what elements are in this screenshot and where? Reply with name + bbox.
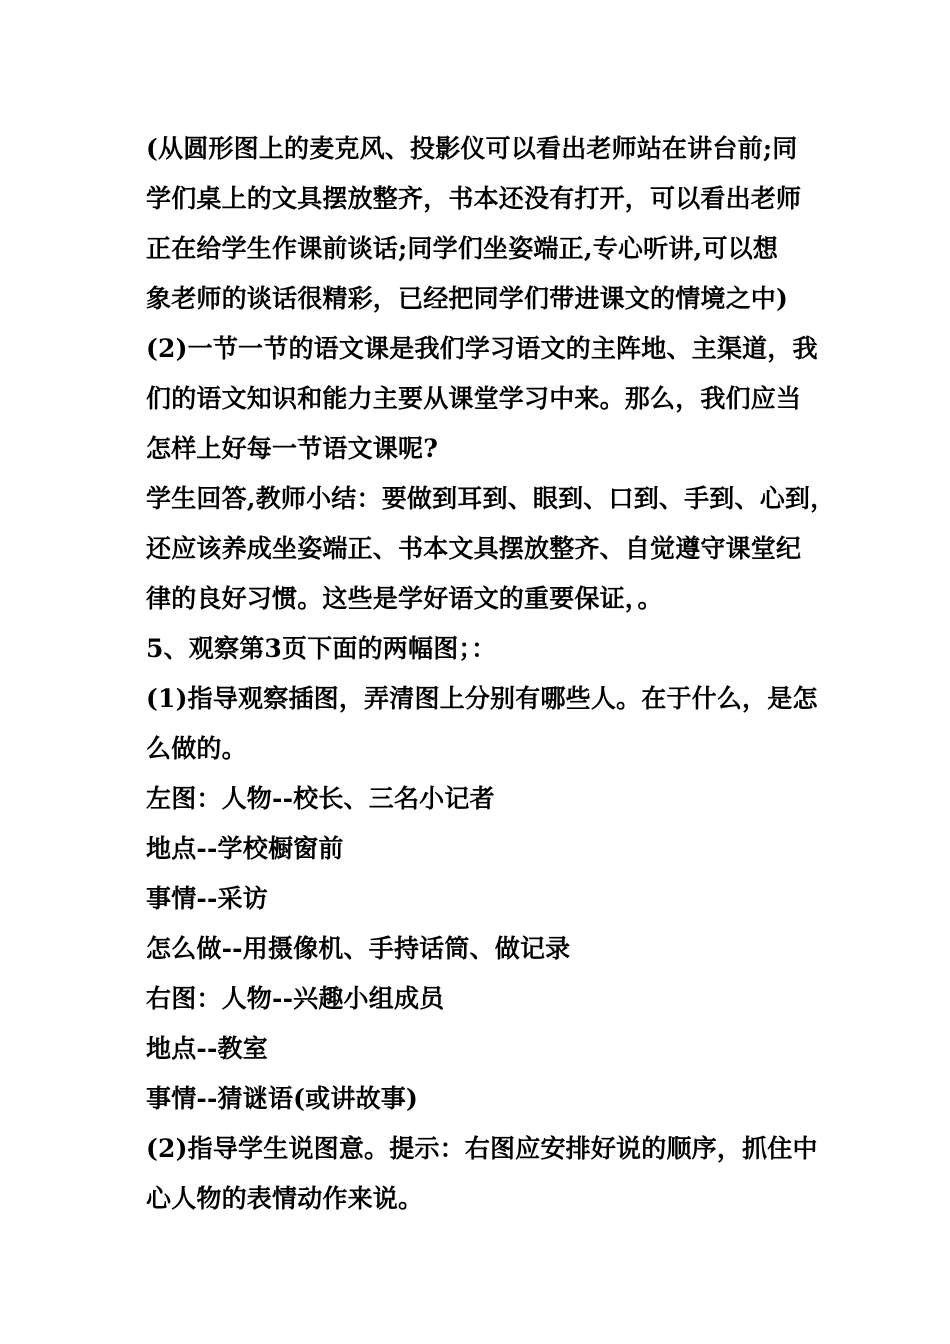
text-line: 象老师的谈话很精彩，已经把同学们带进课文的情境之中) [146, 284, 789, 313]
text-line: 学们桌上的文具摆放整齐，书本还没有打开，可以看出老师 [146, 184, 802, 213]
text-line: (1)指导观察插图，弄清图上分别有哪些人。在于什么，是怎 [146, 684, 818, 713]
text-line: 5、观察第3页下面的两幅图；： [146, 634, 497, 663]
text-line: 地点--教室 [146, 1034, 268, 1063]
text-line: 事情--采访 [146, 884, 268, 913]
text-line: 学生回答,教师小结：要做到耳到、眼到、口到、手到、心到， [146, 484, 836, 513]
text-line: 怎么做--用摄像机、手持话筒、做记录 [146, 934, 571, 963]
text-line: 还应该养成坐姿端正、书本文具摆放整齐、自觉遵守课堂纪 [146, 534, 802, 563]
text-line: 们的语文知识和能力主要从课堂学习中来。那么，我们应当 [146, 384, 802, 413]
text-line: (从圆形图上的麦克风、投影仪可以看出老师站在讲台前;同 [146, 134, 798, 163]
text-line: 么做的。 [146, 734, 247, 763]
text-line: 正在给学生作课前谈话;同学们坐姿端正,专心听讲,可以想 [146, 234, 779, 263]
text-line: 律的良好习惯。这些是学好语文的重要保证，。 [146, 584, 663, 613]
text-line: (2)一节一节的语文课是我们学习语文的主阵地、主渠道，我 [146, 334, 818, 363]
text-line: (2)指导学生说图意。提示：右图应安排好说的顺序，抓住中 [146, 1134, 818, 1163]
text-line: 地点--学校橱窗前 [146, 834, 344, 863]
text-line: 心人物的表情动作来说。 [146, 1184, 424, 1213]
text-line: 右图：人物--兴趣小组成员 [146, 984, 445, 1013]
text-line: 事情--猜谜语(或讲故事) [146, 1084, 419, 1113]
text-line: 左图：人物--校长、三名小记者 [146, 784, 495, 813]
document-body [146, 124, 836, 1224]
text-line: 怎样上好每一节语文课呢? [146, 434, 439, 463]
